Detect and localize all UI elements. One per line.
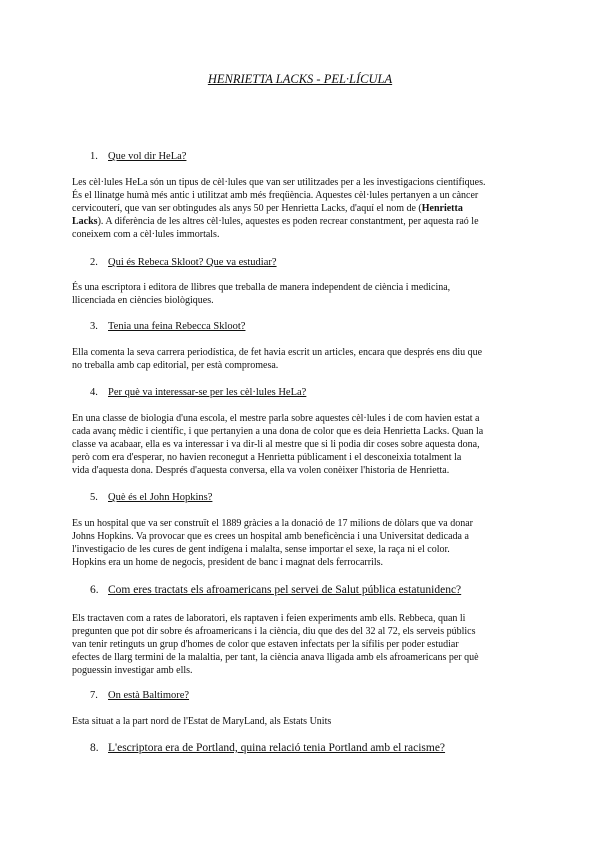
answer-line: cervicouterí, que van ser obtingudes als anys 50 per Henrietta Lacks, d'aquí el nom de (Henrietta <box>72 203 463 214</box>
question-number: 5. <box>90 492 98 503</box>
question-text: Què és el John Hopkins? <box>108 492 213 503</box>
answer-4 <box>72 412 532 477</box>
answer-1 <box>72 176 532 241</box>
answer-line: És una escriptora i editora de llibres que treballa de manera independent de ciència i medicina, <box>72 282 451 293</box>
question-number: 3. <box>90 321 98 332</box>
answer-line: coneixem com a cèl·lules immortals. <box>72 229 220 240</box>
answer-line: vida d'aquesta dona. Després d'aquesta conversa, ella va volen conèixer l'historia de Henrietta. <box>72 465 450 476</box>
question-3 <box>90 321 245 332</box>
answer-line: van tenir retinguts un grup d'homes de color que estaven infectats per la sífilis per poder estudiar <box>72 639 459 650</box>
question-text: On està Baltimore? <box>108 690 190 701</box>
question-number: 6. <box>90 584 99 596</box>
answer-line: no treballa amb cap editorial, per està compromesa. <box>72 360 279 371</box>
question-text: Per què va interessar-se per les cèl·lules HeLa? <box>108 387 307 398</box>
answer-line: però com era d'esperar, no havien reconegut a Henrietta públicament i el desconeixia totalment la <box>72 452 462 463</box>
answer-line: classe va acabaar, ella es va interessar i va dir-li al mestre que si li podia dir coses sobre aquesta dona, <box>72 439 480 450</box>
answer-3 <box>72 346 532 372</box>
question-8 <box>90 742 445 754</box>
answer-line: Els tractaven com a rates de laboratori, els raptaven i feien experiments amb ells. Rebbeca, quan li <box>72 613 466 624</box>
question-text: Qui és Rebeca Skloot? Que va estudiar? <box>108 257 277 268</box>
answer-line: Lacks). A diferència de les altres cèl·lules, aquestes es poden recrear constantment, per aquesta raó le <box>72 216 479 227</box>
answer-line: Hopkins era un home de negocis, president de banc i magnat dels ferrocarrils. <box>72 557 384 568</box>
question-number: 1. <box>90 151 98 162</box>
answer-line: Es un hospital que va ser construït el 1889 gràcies a la donació de 17 milions de dòlars que va donar <box>72 518 474 529</box>
answer-line: efectes de llarg termini de la malaltia, per tant, la ciència anava lligada amb els afroamericans per què <box>72 652 479 663</box>
answer-line: En una classe de biologia d'una escola, el mestre parla sobre aquestes cèl·lules i de com havien estat a <box>72 413 480 424</box>
answer-6 <box>72 612 532 677</box>
question-7 <box>90 690 189 701</box>
question-number: 7. <box>90 690 98 701</box>
question-1 <box>90 151 186 162</box>
answer-line: Johns Hopkins. Va provocar que es crees un hospital amb beneficència i una Universitat dedicada a <box>72 531 469 542</box>
question-number: 8. <box>90 742 99 754</box>
document-title: HENRIETTA LACKS - PEL·LÍCULA <box>207 72 393 86</box>
answer-line: poguessin investigar amb ells. <box>72 665 193 676</box>
question-text: Com eres tractats els afroamericans pel servei de Salut pública estatunidenc? <box>108 584 462 596</box>
question-5 <box>90 492 212 503</box>
answer-line: pregunten que pot dir sobre és afroamericans i la ciència, diu que des del 32 al 72, els serveis públics <box>72 626 476 637</box>
answer-5 <box>72 517 532 569</box>
answer-line: Les cèl·lules HeLa són un tipus de cèl·lules que van ser utilitzades per a les investigacions científiques. <box>72 177 486 188</box>
answer-line: És el llinatge humà més antic i utilitzat amb més freqüència. Aquestes cèl·lules pertanyen a un càncer <box>72 190 479 201</box>
question-number: 2. <box>90 257 98 268</box>
answer-7 <box>72 715 532 728</box>
question-4 <box>90 387 306 398</box>
answer-line: llicenciada en ciències biològiques. <box>72 295 214 306</box>
answer-line: Esta situat a la part nord de l'Estat de MaryLand, als Estats Units <box>72 716 332 727</box>
answer-line: l'investigacio de les cures de gent indígena i malalta, sense importar el sexe, la raça ni el color. <box>72 544 450 555</box>
question-2 <box>90 257 277 268</box>
question-6 <box>90 584 461 596</box>
question-text: Tenia una feina Rebecca Skloot? <box>108 321 246 332</box>
question-number: 4. <box>90 387 98 398</box>
answer-line: Ella comenta la seva carrera periodística, de fet havia escrit un articles, encara que després ens diu que <box>72 347 483 358</box>
question-text: Que vol dir HeLa? <box>108 151 187 162</box>
answer-2 <box>72 281 532 307</box>
question-text: L'escriptora era de Portland, quina relació tenia Portland amb el racisme? <box>108 742 446 754</box>
answer-line: cada avanç mèdic i científic, i que pertanyien a una dona de color que es deia Henrietta Lacks. Quan la <box>72 426 484 437</box>
